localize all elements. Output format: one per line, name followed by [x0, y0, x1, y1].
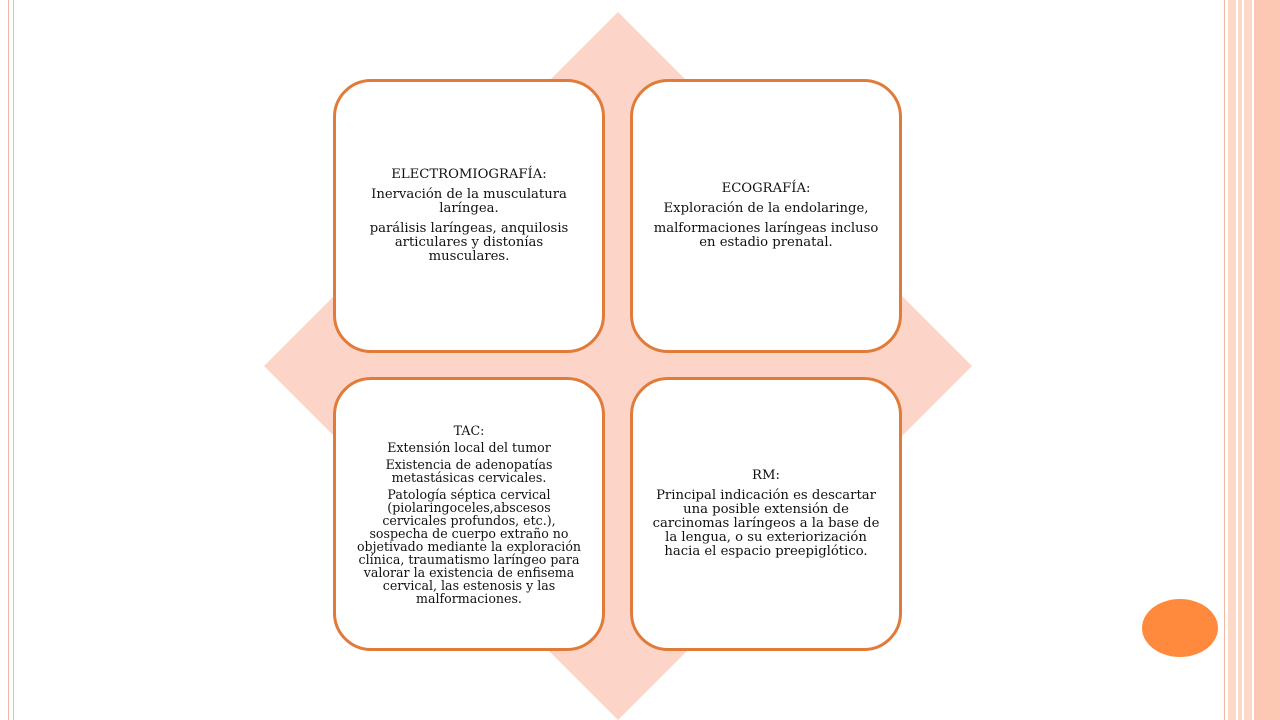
tac-box — [333, 377, 605, 651]
electromiografia-box — [333, 79, 605, 353]
rm-box — [630, 377, 902, 651]
slide-nav-circle[interactable] — [1142, 599, 1218, 657]
tac-title: TAC: — [453, 422, 485, 438]
ecografia-line-2: malformaciones laríngeas incluso en estadio prenatal. — [653, 221, 879, 250]
rm-line-1: Principal indicación es descartar una posible extensión de carcinomas laríngeos a la base de la lengua, o su exteriorización hacia el espacio preepiglótico. — [652, 488, 880, 559]
tac-line-3: Patología séptica cervical (piolaringoceles,abscesos cervicales profundos, etc.), sospecha de cuerpo extraño no objetivado mediante la exploración clínica, traumatismo laríngeo para valorar la existencia de enfisema cervical, las estenosis y las malformaciones. — [356, 486, 582, 606]
tac-line-2: Existencia de adenopatías metastásicas cervicales. — [385, 456, 553, 485]
right-border-stripe-4 — [1254, 0, 1280, 720]
electromiografia-title: ELECTROMIOGRAFÍA: — [391, 167, 547, 182]
right-border-stripe-1 — [1228, 0, 1236, 720]
rm-title: RM: — [752, 468, 780, 483]
ecografia-line-1: Exploración de la endolaringe, — [663, 201, 869, 216]
left-border-line-inner — [13, 0, 14, 720]
tac-line-1: Extensión local del tumor — [387, 439, 551, 455]
electromiografia-line-2: parálisis laríngeas, anquilosis articulares y distonías musculares. — [369, 221, 569, 264]
left-border-line-outer — [8, 0, 9, 720]
right-border-stripe-2 — [1238, 0, 1242, 720]
right-border-stripe-3 — [1244, 0, 1252, 720]
electromiografia-line-1: Inervación de la musculatura laríngea. — [371, 187, 567, 216]
right-border-line — [1224, 0, 1225, 720]
ecografia-title: ECOGRAFÍA: — [721, 181, 811, 196]
ecografia-box — [630, 79, 902, 353]
